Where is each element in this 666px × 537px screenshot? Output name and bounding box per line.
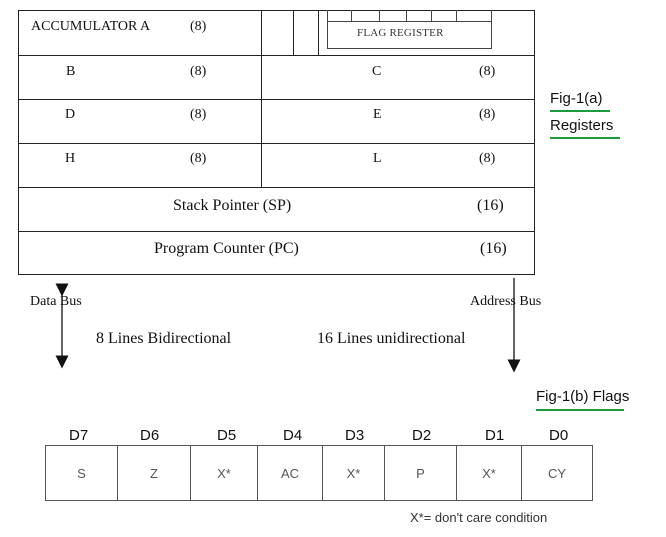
flag-cell-dont-care-d3: X* (322, 445, 385, 501)
bit-label-d3: D3 (345, 427, 365, 444)
flag-cell-sign: S (45, 445, 118, 501)
flag-cell-carry: CY (521, 445, 593, 501)
program-counter-size: (16) (480, 240, 507, 257)
register-b-size: (8) (190, 64, 207, 79)
row-divider (18, 143, 535, 144)
row-divider (18, 99, 535, 100)
register-c-size: (8) (479, 64, 496, 79)
data-bus-label: Data Bus (30, 294, 82, 309)
register-h-size: (8) (190, 151, 207, 166)
fig-a-subtitle: Registers (550, 117, 614, 134)
dont-care-note: X*= don't care condition (410, 510, 548, 525)
address-bus-label: Address Bus (470, 294, 542, 309)
program-counter-label: Program Counter (PC) (154, 240, 299, 257)
flag-cell-dont-care-d1: X* (456, 445, 522, 501)
flag-register-diagram (327, 10, 492, 49)
bit-label-d0: D0 (549, 427, 569, 444)
bit-label-d5: D5 (217, 427, 237, 444)
fig-b-underline (536, 409, 624, 411)
bit-label-d2: D2 (412, 427, 432, 444)
row-divider (18, 231, 535, 232)
register-l-size: (8) (479, 151, 496, 166)
register-e-size: (8) (479, 107, 496, 122)
register-e-label: E (373, 107, 382, 122)
bus-arrows (0, 270, 666, 380)
register-l-label: L (373, 151, 382, 166)
bit-label-d7: D7 (69, 427, 89, 444)
register-b-label: B (66, 64, 76, 79)
flag-cell-auxiliary-carry: AC (257, 445, 323, 501)
register-c-label: C (372, 64, 382, 79)
accumulator-label: ACCUMULATOR A (31, 19, 151, 34)
fig-a-title: Fig-1(a) (550, 90, 603, 107)
row-divider (18, 187, 535, 188)
flag-cell-dont-care-d5: X* (190, 445, 258, 501)
column-divider (261, 10, 262, 187)
flag-mini-divider (293, 10, 294, 55)
row-divider (18, 55, 535, 56)
register-h-label: H (65, 151, 76, 166)
bit-label-d4: D4 (283, 427, 303, 444)
stack-pointer-size: (16) (477, 197, 504, 214)
stack-pointer-label: Stack Pointer (SP) (173, 197, 292, 214)
data-bus-lines: 8 Lines Bidirectional (96, 330, 232, 347)
flag-cell-parity: P (384, 445, 457, 501)
address-bus-lines: 16 Lines unidirectional (317, 330, 466, 347)
flag-cell-zero: Z (117, 445, 191, 501)
bit-label-d1: D1 (485, 427, 505, 444)
accumulator-size: (8) (190, 19, 207, 34)
register-d-size: (8) (190, 107, 207, 122)
flag-register-label: FLAG REGISTER (357, 27, 444, 39)
fig-a-subtitle-underline (550, 137, 620, 139)
register-d-label: D (65, 107, 76, 122)
fig-a-underline (550, 110, 610, 112)
flag-mini-divider (318, 10, 319, 55)
fig-b-title: Fig-1(b) Flags (536, 388, 630, 405)
bit-label-d6: D6 (140, 427, 160, 444)
